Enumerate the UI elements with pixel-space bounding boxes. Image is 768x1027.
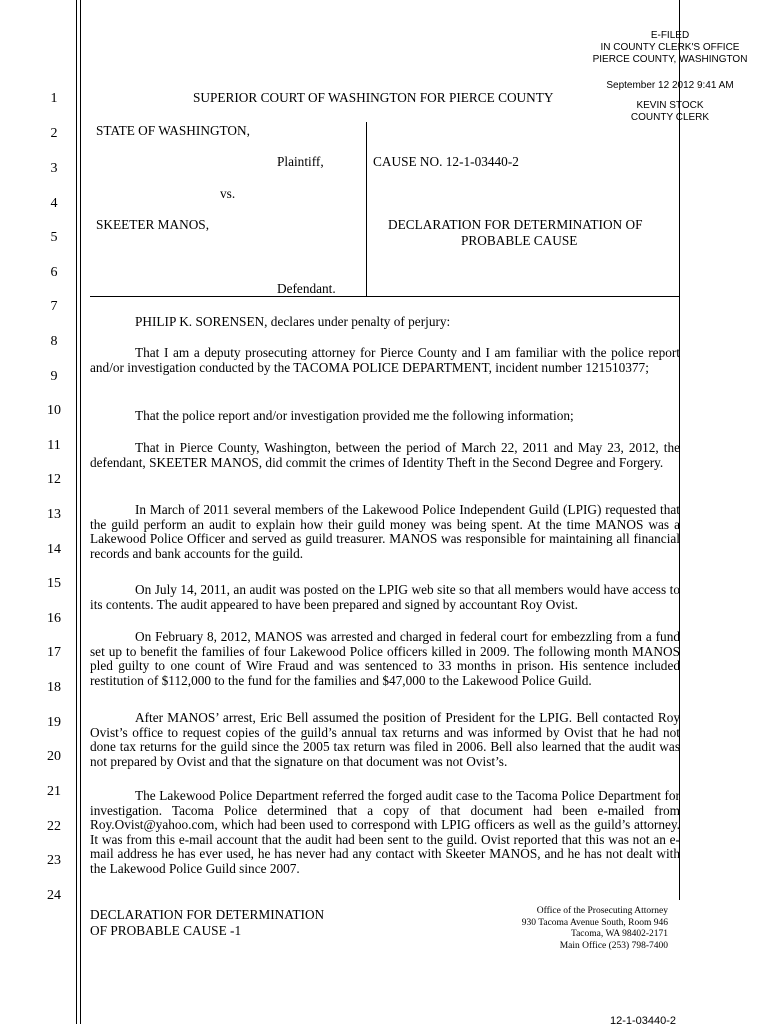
footer-title: DECLARATION FOR DETERMINATION: [90, 907, 325, 922]
line-number: 8: [50, 334, 58, 349]
line-number: 15: [47, 576, 61, 591]
line-number: 20: [47, 749, 61, 764]
office-line: Tacoma, WA 98402-2171: [570, 929, 668, 939]
defendant-label: Defendant.: [277, 281, 336, 296]
document-title: DECLARATION FOR DETERMINATION OF: [388, 217, 643, 232]
line-number: 19: [47, 715, 61, 730]
line-number: 9: [50, 369, 58, 384]
body-paragraph: After MANOS’ arrest, Eric Bell assumed the position of President for the LPIG. Bell contacted Roy Ovist’s office to request copies of the guild’s annual tax returns and was informed by Ovist that he had not done tax returns for the guild since the 2005 tax return was filed in 2006. Bell also learned that the audit was not prepared by Ovist and that the signature on that document was not Ovist’s.: [90, 710, 680, 769]
body-paragraph: In March of 2011 several members of the Lakewood Police Independent Guild (LPIG) requested that the guild perform an audit to explain how their guild money was being spent. At the time MANOS was a Lakewood Police Officer and served as guild treasurer. MANOS was responsible for maintaining all financial records and bank accounts for the guild.: [90, 502, 680, 561]
line-number: 3: [50, 161, 58, 176]
line-number: 6: [50, 265, 58, 280]
document-title: PROBABLE CAUSE: [461, 233, 578, 248]
office-line: 930 Tacoma Avenue South, Room 946: [521, 917, 668, 928]
line-number: 11: [47, 438, 61, 453]
body-paragraph: On July 14, 2011, an audit was posted on the LPIG web site so that all members would have access to its contents. The audit appeared to have been prepared and signed by accountant Roy Ovist.: [90, 582, 680, 612]
page-cause-code: 12-1-03440-2: [609, 1015, 677, 1027]
body-paragraph: That the police report and/or investigation provided me the following information;: [135, 408, 574, 423]
stamp-datetime: September 12 2012 9:41 AM: [606, 80, 734, 91]
court-name: SUPERIOR COURT OF WASHINGTON FOR PIERCE COUNTY: [193, 90, 554, 105]
stamp-line: E-FILED: [650, 30, 690, 41]
footer-title: OF PROBABLE CAUSE -1: [90, 923, 242, 938]
prosecutor-office-address: [490, 906, 668, 952]
line-number: 17: [47, 645, 61, 660]
office-line: Main Office (253) 798-7400: [559, 940, 668, 951]
body-paragraph: That I am a deputy prosecuting attorney for Pierce County and I am familiar with the police report and/or investigation conducted by the TACOMA POLICE DEPARTMENT, incident number 121510377;: [90, 345, 680, 375]
line-number: 4: [50, 196, 58, 211]
line-number: 10: [47, 403, 61, 418]
office-line: Office of the Prosecuting Attorney: [536, 906, 668, 916]
plaintiff-name: STATE OF WASHINGTON,: [96, 123, 250, 138]
defendant-name: SKEETER MANOS,: [96, 217, 210, 232]
body-paragraph: That in Pierce County, Washington, between the period of March 22, 2011 and May 23, 2012, the defendant, SKEETER MANOS, did commit the crimes of Identity Theft in the Second Degree and Forgery.: [90, 440, 680, 470]
line-number: 2: [50, 126, 58, 141]
line-number: 16: [47, 611, 61, 626]
line-number: 22: [47, 819, 61, 834]
versus-label: vs.: [220, 186, 236, 201]
efiled-stamp: [590, 30, 750, 124]
left-margin-rule-inner: [80, 0, 81, 1024]
stamp-line: PIERCE COUNTY, WASHINGTON: [592, 54, 748, 65]
line-number: 5: [50, 230, 58, 245]
line-number: 18: [47, 680, 61, 695]
line-number: 23: [47, 853, 61, 868]
body-paragraph: On February 8, 2012, MANOS was arrested and charged in federal court for embezzling from a fund set up to benefit the families of four Lakewood Police officers killed in 2009. The following month MANOS pled guilty to one count of Wire Fraud and was sentenced to 33 months in prison. His sentence included restitution of $112,000 to the fund for the families and $47,000 to the Lakewood Police Guild.: [90, 629, 680, 688]
stamp-clerk-title: COUNTY CLERK: [630, 112, 710, 123]
stamp-clerk-name: KEVIN STOCK: [636, 100, 704, 111]
body-paragraph: The Lakewood Police Department referred the forged audit case to the Tacoma Police Department for investigation. Tacoma Police determined that a copy of that document had been e-mailed from Roy.Ovist@yahoo.com, which had been used to correspond with LPIG officers as well as the guild’s attorney. It was from this e-mail account that the audit had been sent to the guild. Ovist reported that this was not an e-mail address he has ever used, he has never had any contact with Skeeter MANOS, and he has not dealt with the Lakewood Police Guild since 2007.: [90, 788, 680, 876]
line-number: 12: [47, 472, 61, 487]
line-number: 1: [50, 91, 58, 106]
declarant-statement: PHILIP K. SORENSEN, declares under penalty of perjury:: [135, 314, 451, 329]
line-number: 24: [47, 888, 61, 903]
caption-divider-horizontal: [90, 296, 680, 297]
line-number: 14: [47, 542, 61, 557]
line-number: 13: [47, 507, 61, 522]
stamp-line: IN COUNTY CLERK'S OFFICE: [600, 42, 740, 53]
cause-number: CAUSE NO. 12-1-03440-2: [373, 154, 519, 169]
line-number: 7: [50, 299, 58, 314]
plaintiff-label: Plaintiff,: [277, 154, 324, 169]
left-margin-rule-outer: [76, 0, 77, 1024]
line-number: 21: [47, 784, 61, 799]
caption-divider-vertical: [366, 122, 367, 297]
